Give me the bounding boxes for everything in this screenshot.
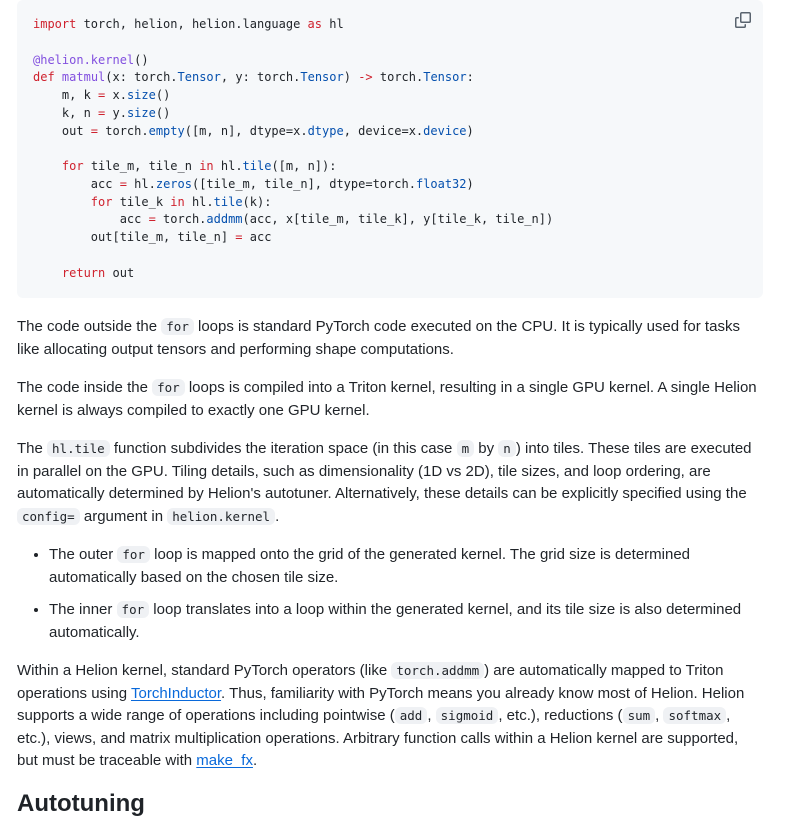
code-token: torch, helion, helion.language (76, 17, 308, 31)
text-run: . (252, 752, 258, 770)
paragraph (17, 377, 763, 422)
code-token: addmm (206, 212, 243, 227)
inline-code: add (395, 707, 428, 724)
inline-code: n (498, 440, 516, 457)
text-run: loop is mapped onto the grid of the generated kernel. The grid size is determined automatically based on the chosen tile size. (49, 546, 691, 586)
code-token: for (61, 159, 84, 173)
code-token: acc (33, 212, 149, 227)
code-block (17, 0, 763, 298)
code-token: return (61, 265, 106, 280)
code-token: acc (33, 176, 120, 191)
code-token: : (466, 70, 474, 85)
inline-code: sigmoid (436, 707, 499, 724)
code-token: y. (105, 105, 127, 120)
code-token: hl (322, 17, 344, 31)
inline-code: hl.tile (47, 440, 110, 457)
code-token: (x: torch. (105, 70, 178, 85)
text-run: The (17, 440, 48, 458)
code-token: x. (105, 88, 127, 102)
code-token: , y: torch. (220, 70, 301, 85)
code-token: out[tile_m, tile_n] (33, 230, 236, 244)
code (33, 16, 747, 282)
code-token: = (235, 230, 243, 244)
code-token: in (170, 194, 185, 209)
code-token: (k): (242, 194, 272, 209)
text-run: . Thus, familiarity with PyTorch means you already know most of Helion. Helion supports a wide range of operations including pointwise ( (17, 684, 745, 725)
code-token: size (126, 88, 156, 102)
code-token: torch. (372, 70, 424, 85)
text-run: function subdivides the iteration space (in this case (109, 440, 457, 458)
paragraph (17, 438, 763, 528)
code-token: out (33, 123, 91, 138)
code-token: Tensor (300, 70, 344, 85)
code-token: empty (148, 123, 185, 138)
code-token: tile_k (112, 194, 171, 209)
code-token: zeros (155, 176, 192, 191)
code-token: ) (466, 176, 474, 191)
torchinductor-link[interactable]: TorchInductor (130, 684, 222, 702)
code-token: @helion.kernel (33, 52, 135, 67)
inline-code: helion.kernel (167, 508, 275, 525)
code-token: tile (242, 159, 272, 173)
code-token: ) (343, 70, 359, 85)
code-token: float32 (415, 176, 467, 191)
inline-code: config= (17, 508, 80, 525)
text-run: The code inside the (17, 379, 153, 397)
code-token: size (126, 105, 156, 120)
list-item (49, 544, 763, 589)
code-token: ([tile_m, tile_n], dtype=torch. (191, 176, 416, 191)
code-token: as (307, 17, 322, 31)
text-run: Within a Helion kernel, standard PyTorch operators (like (17, 662, 392, 680)
code-token: dtype (307, 123, 344, 138)
code-token: (acc, x[tile_m, tile_k], y[tile_k, tile_n]) (242, 212, 554, 227)
text-run: ) into tiles. These tiles are executed in parallel on the GPU. Tiling details, such as dimensionality (1D vs 2D), tile sizes, and loop ordering, are automatically determined by Helion's autotuner. Alternatively, these details can be explicitly specified using the (17, 440, 752, 503)
code-token: () (134, 52, 149, 67)
bullet-list (17, 544, 763, 644)
text-run: , (655, 707, 664, 725)
text-run: , etc.), views, and matrix multiplication operations. Arbitrary function calls within a Helion kernel are supported, but must be traceable with (17, 707, 739, 770)
code-token: hl. (126, 176, 156, 191)
code-token: Tensor (423, 70, 467, 85)
code-token: = (148, 212, 156, 227)
section-heading: Autotuning (17, 789, 145, 817)
copy-icon (735, 12, 751, 28)
text-run: loops is compiled into a Triton kernel, resulting in a single GPU kernel. A single Helion kernel is always compiled to exactly one GPU kernel. (17, 379, 757, 419)
code-token: ([m, n]): (271, 159, 337, 173)
code-token: k, n (33, 105, 99, 120)
text-run: The inner (49, 601, 117, 619)
text-run: ) are automatically mapped to Triton operations using (17, 662, 724, 702)
code-token: , device=x. (343, 123, 424, 138)
code-token: torch. (155, 212, 207, 227)
code-token: = (98, 88, 106, 102)
inline-code: for (161, 318, 194, 335)
code-token: = (98, 105, 106, 120)
text-run: , (427, 707, 436, 725)
code-token: matmul (61, 70, 106, 85)
list-item (49, 599, 763, 644)
text-run: argument in (79, 507, 168, 525)
inline-code: m (457, 440, 475, 457)
code-token: ([m, n], dtype=x. (184, 123, 308, 138)
code-token: () (155, 88, 171, 102)
code-token: def (33, 70, 55, 85)
code-token: hl. (184, 194, 214, 209)
inline-code: sum (623, 707, 656, 724)
text-run: loops is standard PyTorch code executed on the CPU. It is typically used for tasks like allocating output tensors and performing shape computations. (17, 318, 740, 358)
article-body (17, 316, 763, 819)
inline-code: softmax (663, 707, 726, 724)
code-token (33, 195, 91, 209)
inline-code: for (117, 546, 150, 563)
code-token: import (33, 17, 77, 31)
paragraph (17, 316, 763, 361)
code-token: m, k (33, 88, 99, 102)
code-token: -> (358, 70, 373, 85)
code-token: = (90, 123, 99, 138)
code-token: ) (466, 123, 474, 138)
code-token: for (90, 194, 113, 209)
inline-code: torch.addmm (391, 662, 484, 679)
code-token: out (105, 265, 135, 280)
code-token: Tensor (177, 70, 221, 85)
text-run: by (474, 440, 499, 458)
code-token: tile (213, 194, 243, 209)
text-run: . (275, 507, 280, 525)
code-token: device (423, 123, 467, 138)
code-token (33, 266, 62, 280)
paragraph (17, 660, 763, 773)
code-token (33, 159, 62, 173)
code-token: () (155, 105, 171, 120)
text-run: The outer (49, 546, 118, 564)
code-token: in (199, 159, 214, 173)
inline-code: for (117, 601, 150, 618)
text-run: The code outside the (17, 318, 162, 336)
make-fx-link[interactable]: make_fx (196, 752, 253, 770)
code-token: hl. (213, 159, 243, 173)
code-token: tile_m, tile_n (83, 159, 200, 173)
text-run: , etc.), reductions ( (498, 707, 623, 725)
code-token (55, 70, 62, 84)
inline-code: for (152, 379, 185, 396)
code-token: = (119, 176, 127, 191)
copy-button[interactable] (731, 8, 755, 32)
code-token: torch. (98, 123, 149, 138)
code-token: acc (242, 230, 272, 244)
text-run: loop translates into a loop within the generated kernel, and its tile size is also determined automatically. (49, 601, 742, 641)
